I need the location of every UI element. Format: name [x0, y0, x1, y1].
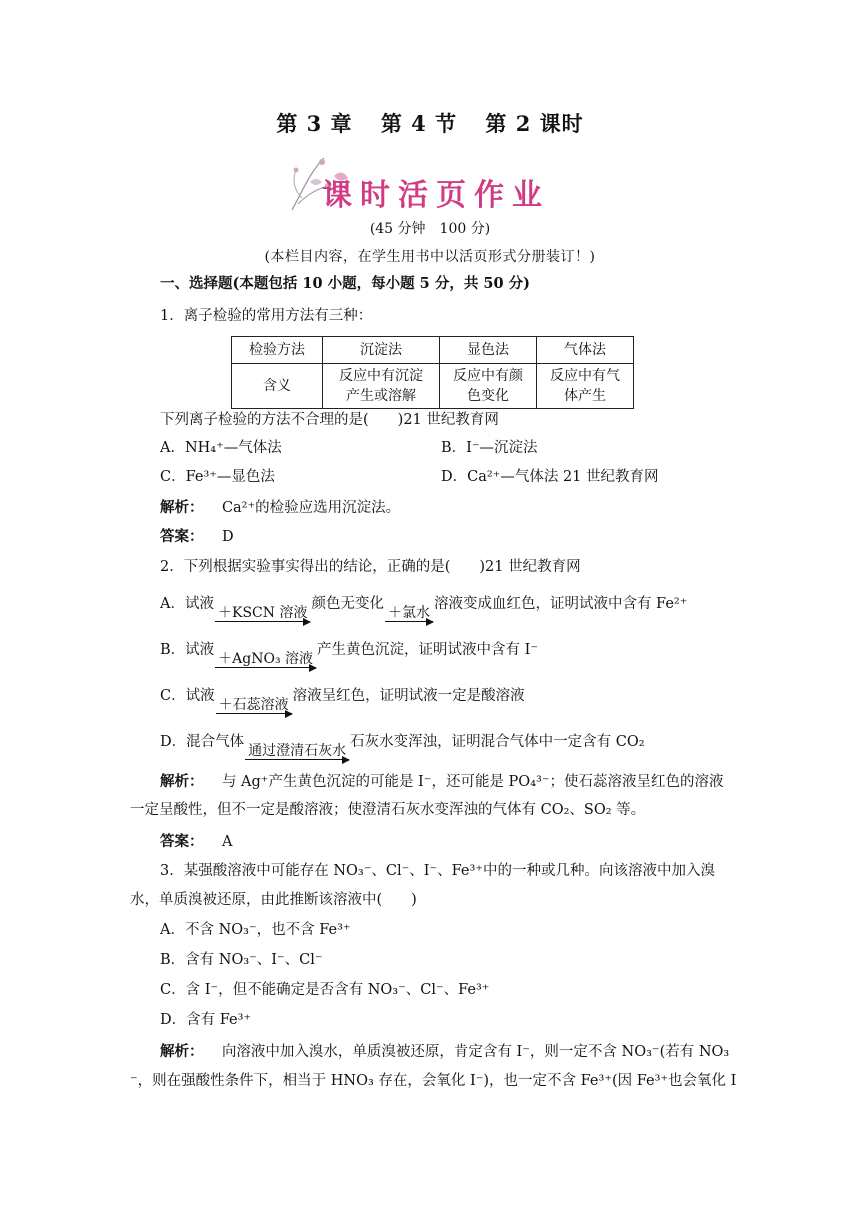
q2-answer: 答案： A — [160, 833, 233, 850]
time-score: (45 分钟 100 分) — [369, 221, 491, 237]
q3-analysis-line-1: 解析： 向溶液中加入溴水，单质溴被还原，肯定含有 I⁻，则一定不含 NO₃⁻(若有 NO₃ — [160, 1043, 730, 1060]
table-header: 显色法 — [440, 337, 537, 364]
q1-option-d: D．Ca²⁺—气体法 21 世纪教育网 — [441, 469, 659, 485]
q3-option-a: A．不含 NO₃⁻，也不含 Fe³⁺ — [160, 922, 351, 938]
q1-answer: 答案： D — [160, 528, 234, 545]
q2-option-b: B．试液 ＋AgNO₃ 溶液 产生黄色沉淀，证明试液中含有 I⁻ — [160, 642, 539, 667]
q2-analysis-line-1: 解析： 与 Ag⁺产生黄色沉淀的可能是 I⁻，还可能是 PO₄³⁻；使石蕊溶液呈红色的溶液 — [160, 773, 724, 790]
section-heading: 一、选择题(本题包括 10 小题，每小题 5 分，共 50 分) — [160, 275, 530, 292]
q3-stem-line-1: 3．某强酸溶液中可能存在 NO₃⁻、Cl⁻、I⁻、Fe³⁺中的一种或几种。向该溶液中加入溴 — [160, 863, 715, 879]
q2-option-c: C．试液 ＋石蕊溶液 溶液呈红色，证明试液一定是酸溶液 — [160, 688, 525, 713]
table-cell: 反应中有沉淀 产生或溶解 — [323, 364, 440, 409]
q1-option-c: C．Fe³⁺—显色法 — [160, 469, 275, 485]
q1-question: 下列离子检验的方法不合理的是( )21 世纪教育网 — [160, 412, 499, 428]
q3-option-c: C．含 I⁻，但不能确定是否含有 NO₃⁻、Cl⁻、Fe³⁺ — [160, 982, 490, 998]
homework-banner: 课时活页作业 — [322, 178, 550, 213]
q1-analysis: 解析： Ca²⁺的检验应选用沉淀法。 — [160, 499, 401, 516]
table-header: 气体法 — [537, 337, 634, 364]
binding-note: (本栏目内容，在学生用书中以活页形式分册装订！) — [264, 249, 596, 265]
title-lesson: 第 2 课时 — [485, 111, 584, 136]
title-section: 第 4 节 — [380, 111, 458, 136]
q1-option-a: A．NH₄⁺—气体法 — [160, 440, 282, 456]
q3-stem-line-2: 水，单质溴被还原，由此推断该溶液中( ) — [130, 892, 417, 908]
table-cell: 反应中有颜 色变化 — [440, 364, 537, 409]
q3-option-b: B．含有 NO₃⁻、I⁻、Cl⁻ — [160, 952, 323, 968]
reaction-arrow: ＋KSCN 溶液 — [215, 605, 310, 622]
q3-option-d: D．含有 Fe³⁺ — [160, 1012, 252, 1028]
methods-table — [231, 336, 634, 409]
reaction-arrow: ＋氯水 — [385, 605, 433, 622]
table-row — [232, 364, 634, 409]
q2-option-d: D．混合气体 通过澄清石灰水 石灰水变浑浊，证明混合气体中一定含有 CO₂ — [160, 734, 645, 759]
table-header: 沉淀法 — [323, 337, 440, 364]
title-chapter: 第 3 章 — [276, 111, 353, 136]
table-cell: 反应中有气 体产生 — [537, 364, 634, 409]
q3-analysis-line-2: ⁻，则在强酸性条件下，相当于 HNO₃ 存在，会氧化 I⁻)，也一定不含 Fe³⁺(因 Fe³⁺也会氧化 I — [130, 1073, 737, 1089]
q2-stem: 2．下列根据实验事实得出的结论，正确的是( )21 世纪教育网 — [160, 559, 581, 575]
reaction-arrow: 通过澄清石灰水 — [245, 743, 349, 760]
table-row — [232, 337, 634, 364]
q1-stem: 1．离子检验的常用方法有三种： — [160, 308, 373, 324]
q1-option-b: B．I⁻—沉淀法 — [441, 440, 538, 456]
reaction-arrow: ＋AgNO₃ 溶液 — [215, 651, 316, 668]
reaction-arrow: ＋石蕊溶液 — [216, 697, 292, 714]
q2-option-a: A．试液 ＋KSCN 溶液 颜色无变化 ＋氯水 溶液变成血红色，证明试液中含有 Fe²⁺ — [160, 596, 688, 621]
table-cell: 含义 — [232, 364, 323, 409]
page-title — [0, 108, 860, 138]
q2-analysis-line-2: 一定呈酸性，但不一定是酸溶液；使澄清石灰水变浑浊的气体有 CO₂、SO₂ 等。 — [130, 802, 646, 818]
table-header: 检验方法 — [232, 337, 323, 364]
